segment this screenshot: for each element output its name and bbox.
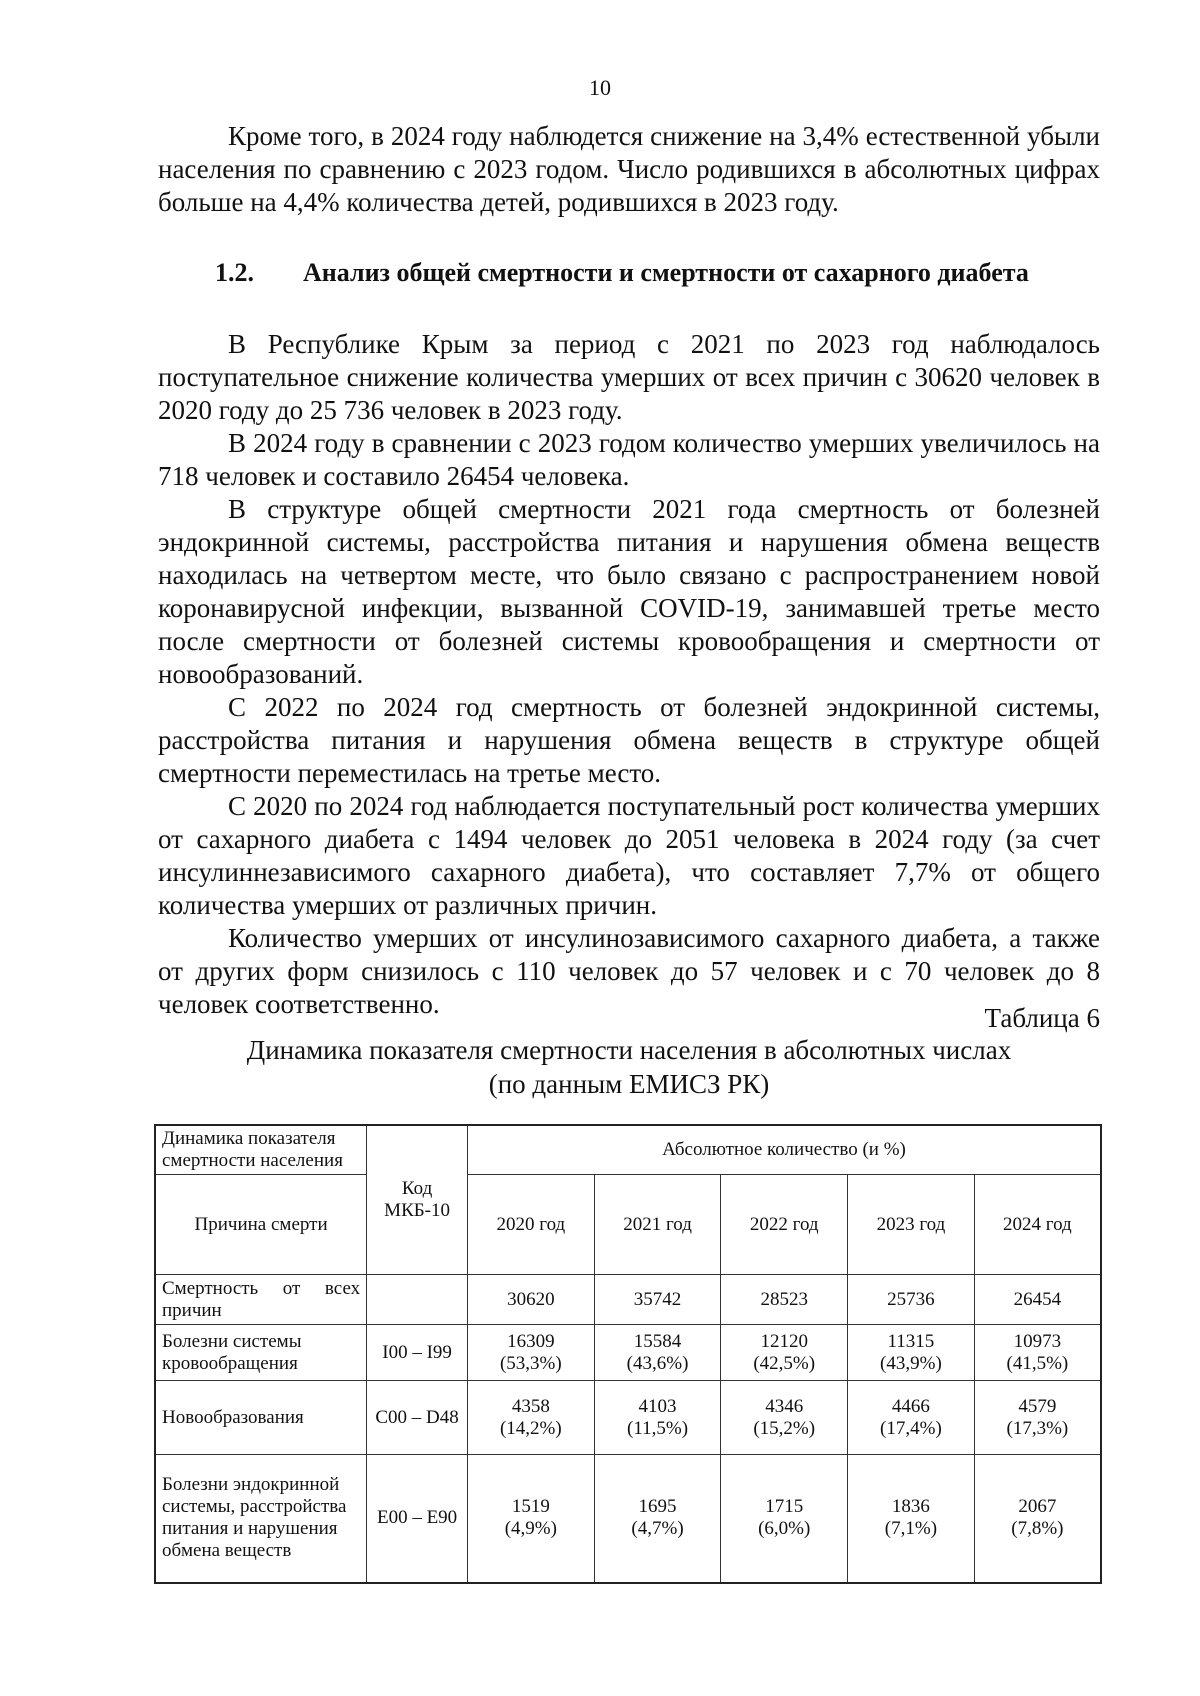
cell-count: 1715 (765, 1496, 804, 1518)
cell-value (974, 1325, 1101, 1381)
cell-value (468, 1325, 595, 1381)
cell-count: 1836 (891, 1496, 930, 1518)
cell-percent: (17,4%) (880, 1417, 942, 1439)
cell-count: 12120 (760, 1330, 808, 1352)
cell-value: 35742 (594, 1275, 721, 1325)
table-title-line-2: (по данным ЕМИСЗ РК) (488, 1069, 770, 1099)
paragraph-5: С 2020 по 2024 год наблюдается поступательный рост количества умерших от сахарного диабета с 1494 человек до 2051 человека в 2024 году (за счет инсулиннезависимого сахарного диабета), что составляет 7,7% от общего количества умерших от различных причин. (158, 791, 1100, 920)
row-cause: Болезни эндокринной системы, расстройства питания и нарушения обмена веществ (155, 1455, 367, 1583)
cell-value (721, 1455, 848, 1583)
paragraph-1: В Республике Крым за период с 2021 по 2023 год наблюдалось поступательное снижение количества умерших от всех причин с 30620 человек в 2020 году до 25 736 человек в 2023 году. (158, 329, 1100, 425)
cell-value (721, 1325, 848, 1381)
table-title (158, 1033, 1100, 1101)
cell-value (721, 1381, 848, 1455)
cell-count: 1519 (511, 1496, 550, 1518)
paragraph-2: В 2024 году в сравнении с 2023 годом количество умерших увеличилось на 718 человек и составило 26454 человека. (158, 428, 1100, 491)
cell-percent: (43,9%) (880, 1352, 942, 1374)
cell-value (468, 1455, 595, 1583)
cell-value (594, 1381, 721, 1455)
cell-count: 11315 (887, 1330, 935, 1352)
header-year-2020: 2020 год (468, 1175, 595, 1275)
header-group-label: Динамика показателя смертности населения (155, 1125, 367, 1175)
cell-count: 16309 (507, 1330, 555, 1352)
header-code: Код МКБ-10 (367, 1125, 468, 1275)
cell-percent: (6,0%) (758, 1518, 811, 1540)
cell-value: 28523 (721, 1275, 848, 1325)
cell-percent: (11,5%) (627, 1417, 689, 1439)
table-row (155, 1455, 1101, 1583)
cell-count: 4466 (891, 1395, 930, 1417)
cell-count: 4579 (1018, 1395, 1057, 1417)
cell-count: 4103 (638, 1395, 677, 1417)
cell-value (848, 1381, 975, 1455)
header-year-2022: 2022 год (721, 1175, 848, 1275)
cell-value: 25736 (848, 1275, 975, 1325)
cell-percent: (15,2%) (753, 1417, 816, 1439)
cell-percent: (7,1%) (884, 1518, 938, 1540)
cell-value (848, 1455, 975, 1583)
paragraph-6: Количество умерших от инсулинозависимого сахарного диабета, а также от других форм снизилось с 110 человек до 57 человек и с 70 человек до 8 человек соответственно. (158, 923, 1100, 1019)
row-code: I00 – I99 (367, 1325, 468, 1381)
intro-paragraph: Кроме того, в 2024 году наблюдется снижение на 3,4% естественной убыли населения по сравнению с 2023 годом. Число родившихся в абсолютных цифрах больше на 4,4% количества детей, родившихся в 2023 году. (158, 121, 1100, 217)
intro-block (158, 120, 1100, 219)
section-body (158, 328, 1100, 1021)
cell-percent: (43,6%) (626, 1352, 689, 1374)
cell-value (974, 1455, 1101, 1583)
row-code (367, 1275, 468, 1325)
mortality-table (154, 1124, 1102, 1584)
cell-percent: (14,2%) (499, 1417, 562, 1439)
cell-count: 4358 (511, 1395, 550, 1417)
cell-percent: (4,7%) (631, 1518, 684, 1540)
row-code: E00 – E90 (367, 1455, 468, 1583)
cell-count: 2067 (1018, 1496, 1057, 1518)
table-header-row-2 (155, 1175, 1101, 1275)
cell-count: 15584 (633, 1330, 682, 1352)
row-cause: Смертность от всех причин (155, 1275, 367, 1325)
table-title-line-1: Динамика показателя смертности населения в абсолютных числах (246, 1035, 1012, 1065)
header-year-2023: 2023 год (848, 1175, 975, 1275)
cell-value: 26454 (974, 1275, 1101, 1325)
row-cause: Новообразования (155, 1381, 367, 1455)
cell-value (974, 1381, 1101, 1455)
cell-percent: (17,3%) (1006, 1417, 1069, 1439)
table-number: Таблица 6 (984, 1003, 1100, 1033)
cell-count: 10973 (1013, 1330, 1062, 1352)
cell-percent: (53,3%) (499, 1352, 562, 1374)
cell-value (594, 1325, 721, 1381)
paragraph-3: В структуре общей смертности 2021 года смертность от болезней эндокринной системы, расстройства питания и нарушения обмена веществ находилась на четвертом месте, что было связано с распространением новой коронавирусной инфекции, вызванной COVID-19, занимавшей третье место после смертности от болезней системы кровообращения и смертности от новообразований. (158, 494, 1100, 689)
cell-percent: (4,9%) (504, 1518, 557, 1540)
table-row (155, 1325, 1101, 1381)
row-cause: Болезни системы кровообращения (155, 1325, 367, 1381)
cell-value: 30620 (468, 1275, 595, 1325)
cell-value (848, 1325, 975, 1381)
header-year-2021: 2021 год (594, 1175, 721, 1275)
row-code: C00 – D48 (367, 1381, 468, 1455)
page-number: 10 (589, 75, 611, 100)
cell-value (468, 1381, 595, 1455)
table-header-row-1 (155, 1125, 1101, 1175)
section-number: 1.2. (215, 258, 254, 287)
paragraph-4: С 2022 по 2024 год смертность от болезней эндокринной системы, расстройства питания и нарушения обмена веществ в структуре общей смертности переместилась на третье место. (158, 692, 1100, 788)
cell-value (594, 1455, 721, 1583)
header-year-2024: 2024 год (974, 1175, 1101, 1275)
cell-count: 4346 (765, 1395, 804, 1417)
table-row (155, 1381, 1101, 1455)
section-title: Анализ общей смертности и смертности от сахарного диабета (303, 258, 1029, 287)
header-cause: Причина смерти (155, 1175, 367, 1275)
section-heading (215, 258, 1100, 288)
cell-percent: (41,5%) (1006, 1352, 1069, 1374)
header-absolute: Абсолютное количество (и %) (468, 1125, 1101, 1175)
table-row (155, 1275, 1101, 1325)
cell-percent: (7,8%) (1011, 1518, 1064, 1540)
cell-percent: (42,5%) (753, 1352, 816, 1374)
cell-count: 1695 (638, 1496, 677, 1518)
